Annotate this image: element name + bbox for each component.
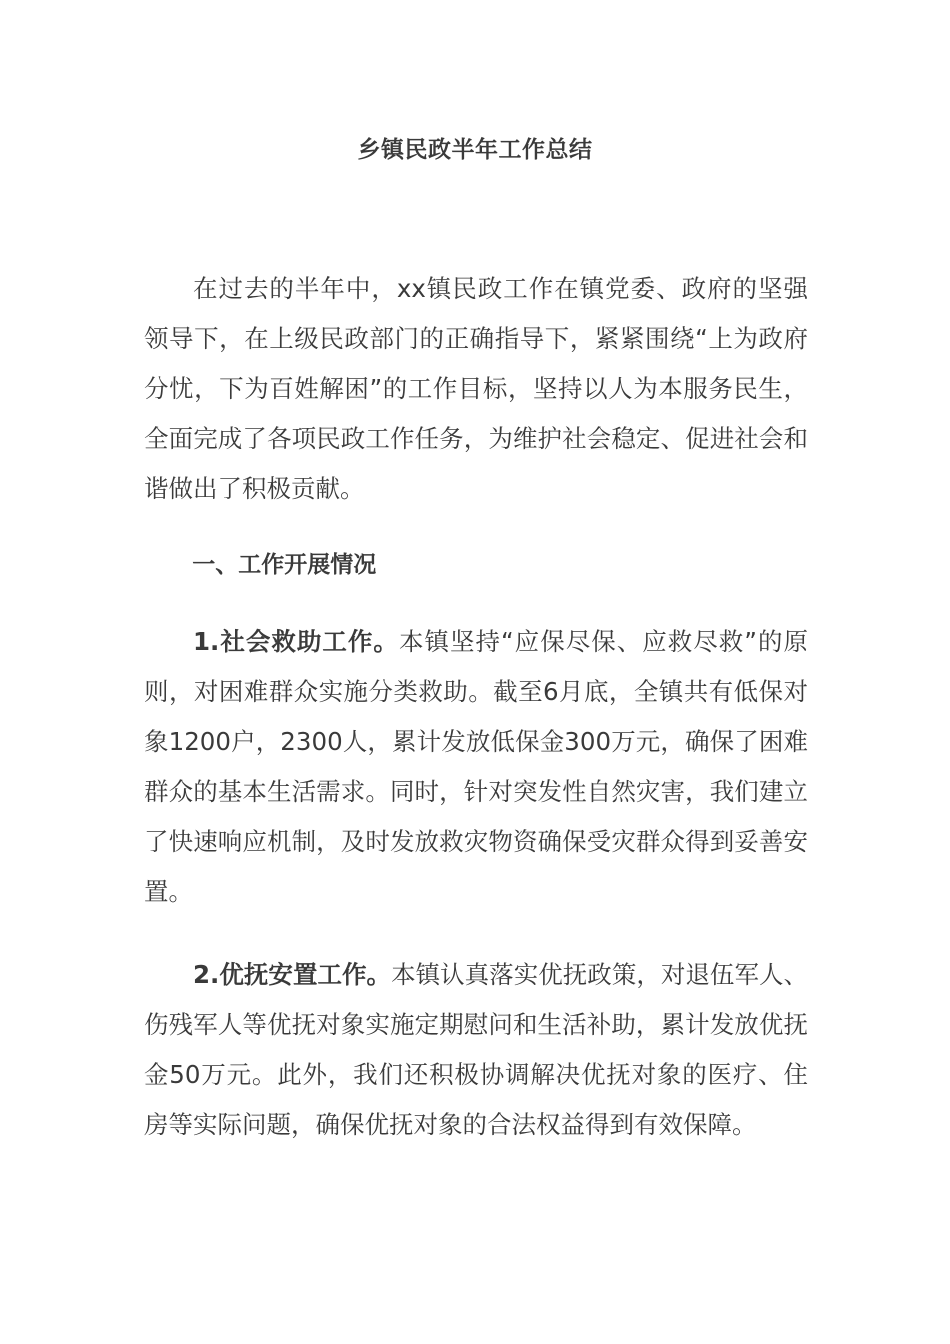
item-text: 本镇坚持“应保尽保、应救尽救”的原则，对困难群众实施分类救助。截至6月底，全镇共有低保对象1200户，2300人，累计发放低保金300万元，确保了困难群众的基本生活需求。同时，针对突发性自然灾害，我们建立了快速响应机制，及时发放救灾物资确保受灾群众得到妥善安置。	[144, 627, 808, 906]
document-body	[144, 264, 808, 1183]
document-title: 乡镇民政半年工作总结	[357, 137, 593, 163]
item-lead: 2.优抚安置工作。	[193, 960, 392, 989]
intro-paragraph: 在过去的半年中，xx镇民政工作在镇党委、政府的坚强领导下，在上级民政部门的正确指导下，紧紧围绕“上为政府分忧，下为百姓解困”的工作目标，坚持以人为本服务民生，全面完成了各项民政工作任务，为维护社会稳定、促进社会和谐做出了积极贡献。	[144, 274, 808, 503]
item-paragraph-special-care	[144, 950, 808, 1150]
item-text: 本镇认真落实优抚政策，对退伍军人、伤残军人等优抚对象实施定期慰问和生活补助，累计发放优抚金50万元。此外，我们还积极协调解决优抚对象的医疗、住房等实际问题，确保优抚对象的合法权益得到有效保障。	[144, 960, 809, 1139]
item-paragraph-social-assistance	[144, 617, 808, 917]
section-heading: 一、工作开展情况	[192, 552, 377, 578]
item-lead: 1.社会救助工作。	[193, 627, 399, 656]
